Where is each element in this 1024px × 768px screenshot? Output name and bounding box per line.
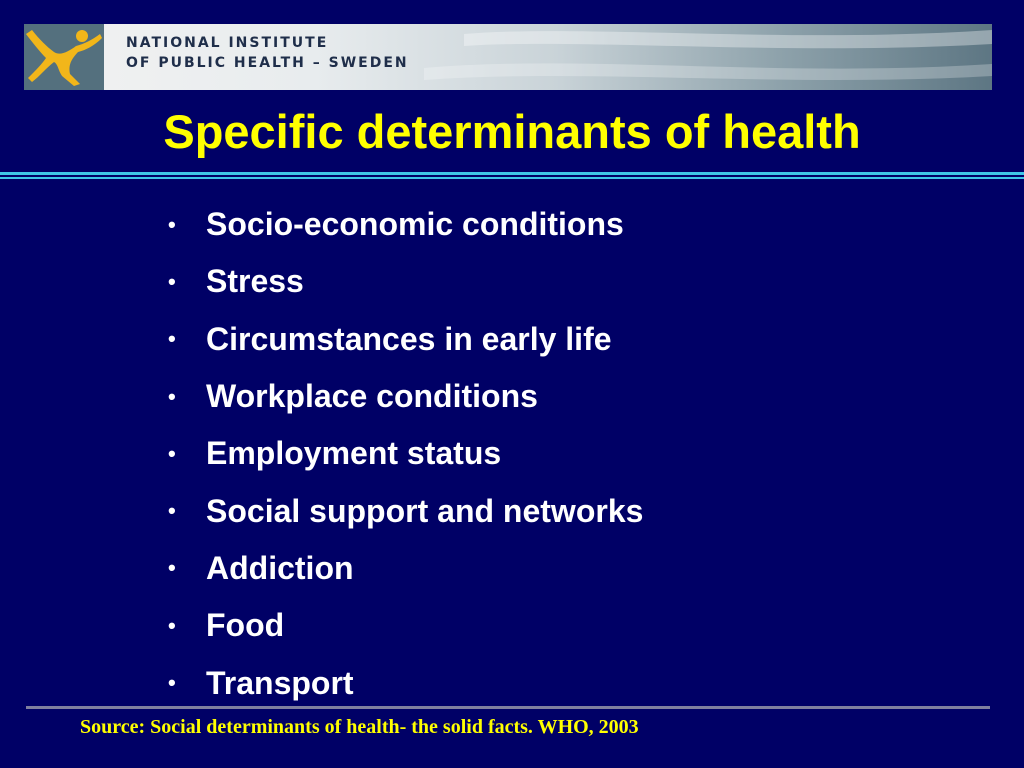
list-item [168,597,643,654]
list-item [168,311,643,368]
list-item-label: Social support and networks [206,492,644,529]
bullet-icon: • [168,612,176,638]
organization-name-line1: NATIONAL INSTITUTE [126,35,329,51]
header-banner [24,24,992,90]
list-item [168,654,643,711]
jumping-figure-icon [24,24,104,90]
list-item [168,540,643,597]
bullet-icon: • [168,440,176,466]
organization-name-line2: OF PUBLIC HEALTH – SWEDEN [126,55,409,71]
list-item [168,482,643,539]
list-item-label: Food [206,607,285,644]
list-item [168,196,643,253]
list-item-label: Addiction [206,549,354,586]
bullet-icon: • [168,326,176,352]
slide-title: Specific determinants of health [163,105,861,158]
bullet-icon: • [168,383,176,409]
title-divider [0,172,1024,180]
list-item-label: Socio-economic conditions [206,206,624,243]
list-item [168,253,643,310]
footer-divider [26,706,990,709]
determinants-list [168,196,643,712]
bullet-icon: • [168,268,176,294]
list-item-label: Stress [206,263,304,300]
list-item-label: Workplace conditions [206,378,538,415]
list-item-label: Employment status [206,435,502,472]
bullet-icon: • [168,498,176,524]
list-item [168,368,643,425]
list-item-label: Transport [206,664,354,701]
bullet-icon: • [168,555,176,581]
organization-name [126,33,409,73]
logo [24,24,104,90]
source-citation: Source: Social determinants of health- the solid facts. WHO, 2003 [80,716,639,738]
bullet-icon: • [168,670,176,696]
list-item [168,425,643,482]
bullet-icon: • [168,211,176,237]
list-item-label: Circumstances in early life [206,320,612,357]
